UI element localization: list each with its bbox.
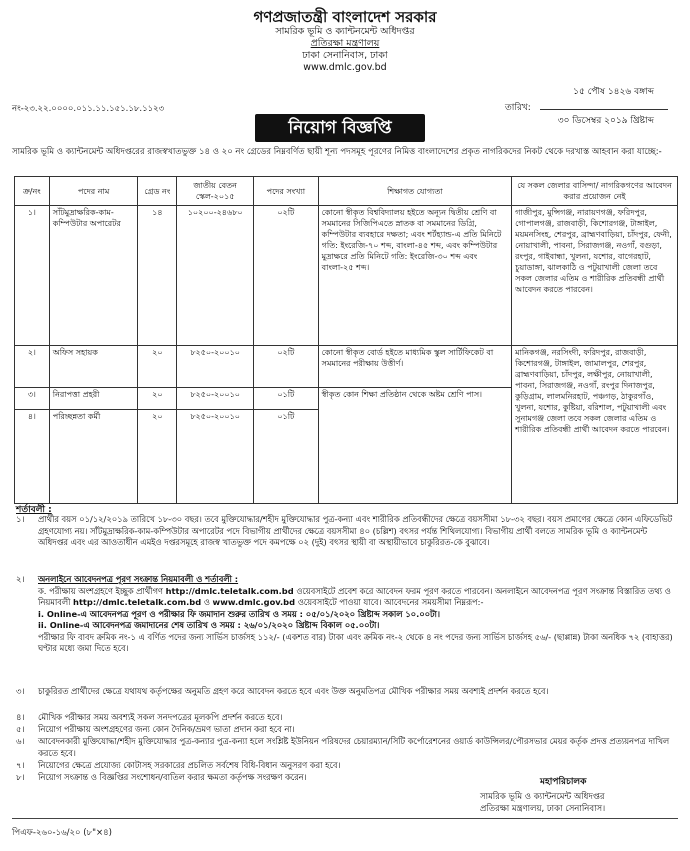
row-grade: ১৪ [138,206,177,346]
row-serial: ৩। [15,388,50,410]
row-serial: ২। [15,346,50,388]
condition-item [16,712,676,724]
condition-text: আবেদনকারী মুক্তিযোদ্ধা/শহীদ মুক্তিযোদ্ধার পুত্র-কন্যার পুত্র-কন্যা হলে সংশ্লিষ্ট ইউনিয়ন পরিষদের চেয়ারম্যান/সিটি কর্পোরেশনের ওয়ার্ড কাউন্সিলর/পৌরসভার মেয়র কর্তৃক প্রদত্ত প্রত্যয়নপত্র দাখিল করতে হবে। [38,736,670,758]
condition-number: ১। [16,514,25,524]
condition-text: নিয়োগের ক্ষেত্রে প্রযোজ্য কোটাসহ সরকারের প্রচলিত সর্বশেষ বিধি-বিধান অনুসরণ করা হবে। [38,760,341,770]
condition-text: নিয়োগ পরীক্ষায় অংশগ্রহণের জন্য কোন দৈনিক/ভ্রমণ ভাতা প্রদান করা হবে না। [38,724,295,734]
website: www.dmlc.gov.bd [303,62,387,73]
col-post-count: পদের সংখ্যা [254,177,319,206]
condition-text: চাকুরিরত প্রার্থীদের ক্ষেত্রে যথাযথ কর্তৃপক্ষের অনুমতি গ্রহণ করে আবেদন করতে হবে এবং উক্ত অনুমতিপত্র মৌখিক পরীক্ষার সময় অবশ্যই প্রদর্শন করতে হবে। [38,686,549,696]
conjunction: ও [203,597,210,607]
condition-item [16,514,676,549]
date-label: তারিখ: [505,103,531,113]
date-divider [540,109,668,110]
row-post-count: ০২টি [254,346,319,388]
condition-item [16,760,476,772]
signatory-department: সামরিক ভূমি ও ক্যান্টনমেন্ট অধিদপ্তর [480,792,605,802]
condition-text: নিয়োগ সংক্রান্ত ও বিজ্ঞপ্তির সংশোধন/বাতিল করার ক্ষমতা কর্তৃপক্ষ সংরক্ষণ করেন। [38,772,307,782]
condition-item-online [16,574,676,655]
schedule-end: ii. Online-এ আবেদনপত্র জমাদানের শেষ তারিখ ও সময় : ২৬/০১/২০২০ খ্রিষ্টাব্দ বিকাল ০৫.০০টা। [38,620,380,630]
col-grade: গ্রেড নং [138,177,177,206]
row-post-name: অফিস সহায়ক [49,346,138,388]
condition-number: ৩। [16,686,25,696]
intro-text: সামরিক ভূমি ও ক্যান্টনমেন্ট অধিদপ্তরের রাজস্বখাতভুক্ত ১৪ ও ২০ নং গ্রেডের নিম্নবর্ণিত ছায়ী শূন্য পদসমূহ পূরণের নিমিত্ত বাংলাদেশের প্রকৃত নাগরিকদের নিকট থেকে দরখাস্ত আহবান করা যাচ্ছে:- [12,147,662,157]
memo-number: নং-২৩.২২.০০০০.০১১.১১.১৫১.১৮.১১২৩ [12,104,165,114]
teletalk-link[interactable]: http://dmlc.teletalk.com.bd [165,585,294,596]
row-pay-scale: ৮২৫০-২০০১০ [177,346,254,388]
col-serial: ক্র/নং [15,177,50,206]
condition-text: মৌখিক পরীক্ষার সময় অবশ্যই সকল সনদপত্রের মূলকপি প্রদর্শন করতে হবে। [38,712,283,722]
online-instruction-a: ক. পরীক্ষায় অংশগ্রহণে ইচ্ছুক প্রার্থীগণ [38,585,163,596]
row-grade: ২০ [138,388,177,410]
ministry-name: প্রতিরক্ষা মন্ত্রণালয় [310,38,380,49]
row-post-count: ০১টি [254,388,319,410]
table-header-row [15,177,678,206]
table-row [15,206,678,346]
notice-title: নিয়োগ বিজ্ঞপ্তি [255,114,425,142]
online-instruction-c: ওয়েবসাইটে পাওয়া যাবে। আবেদনের সময়সীমা নিম্নরূপ:- [297,597,484,607]
conditions-title: শর্তাবলী : [16,505,52,515]
header [0,8,690,74]
date-english: ৩০ ডিসেম্বর ২০১৯ খ্রিষ্টাব্দ [557,116,654,126]
online-instruction-b: ওয়েবসাইটে প্রবেশ করে আবেদন ফরম পূরণ করতে পারবেন। অনলাইনে আবেদনপত্র পূরণ সংক্রান্ত বিস্তারিত তথ্য ও নিয়মাবলী [38,585,671,607]
online-rules-heading: অনলাইনে আবেদনপত্র পূরণ সংক্রান্ত নিয়মাবলী ও শর্তাবলী : [38,574,239,584]
row-districts: গাজীপুর, মুন্সিগঞ্জ, নারায়ণগঞ্জ, ফরিদপুর, গোপালগঞ্জ, রাজবাড়ী, কিশোরগঞ্জ, টাঙ্গাইল, ময়মনসিংহ, শেরপুর, ব্রাহ্মণবাড়িয়া, চাঁদপুর, ফেনী, নোয়াখালী, পাবনা, সিরাজগঞ্জ, নওগাঁ, বগুড়া, রংপুর, গাইবান্ধা, খুলনা, যশোর, বাগেরহাট, চুয়াডাঙ্গা, ঝালকাঠি ও পটুয়াখালী জেলা তবে সকল জেলার এতিম ও শারীরিক প্রতিবন্ধী প্রার্থী আবেদন করতে পারবেন। [512,206,678,346]
row-grade: ২০ [138,410,177,504]
row-qualification: স্বীকৃত কোন শিক্ষা প্রতিষ্ঠান থেকে অষ্টম শ্রেণি পাস। [318,388,511,504]
row-grade: ২০ [138,346,177,388]
row-pay-scale: ৮২৫০-২০০১০ [177,410,254,504]
col-qualification: শিক্ষাগত যোগ্যতা [318,177,511,206]
condition-number: ৭। [16,760,25,770]
row-post-count: ০১টি [254,410,319,504]
condition-number: ৬। [16,736,25,746]
dmlc-website-link[interactable]: www.dmlc.gov.bd [212,597,296,607]
condition-number: ৪। [16,712,25,722]
table-row [15,346,678,388]
row-districts: মানিকগঞ্জ, নরসিংদী, ফরিদপুর, রাজবাড়ী, কিশোরগঞ্জ, টাঙ্গাইল, জামালপুর, শেরপুর, ব্রাহ্মণবাড়িয়া, চাঁদপুর, লক্ষীপুর, নোয়াখালী, পাবনা, সিরাজগঞ্জ, নওগাঁ, রংপুর দিনাজপুর, কুড়িগ্রাম, লালমনিরহাট, পঞ্চগড়, ঠাকুরগাঁও, খুলনা, যশোর, কুষ্টিয়া, বরিশাল, পটুয়াখালী এবং সুনামগঞ্জ জেলা তবে সকল জেলার এতিম ও শারীরিক প্রতিবন্ধী প্রার্থী আবেদন করতে পারবেন। [512,346,678,504]
condition-item [16,736,676,759]
location: ঢাকা সেনানিবাস, ঢাকা [302,50,388,61]
row-post-name: সাঁটমুদ্রাক্ষরিক-কাম-কম্পিউটার অপারেটর [49,206,138,346]
posts-table [14,176,678,504]
row-serial: ১। [15,206,50,346]
condition-number: ৮। [16,772,25,782]
footer-divider [12,818,678,819]
condition-item [16,724,676,736]
date-bengali: ১৫ পৌষ ১৪২৬ বঙ্গাব্দ [573,87,654,97]
department-name: সামরিক ভূমি ও ক্যান্টনমেন্ট অধিদপ্তর [275,26,415,37]
col-districts: যে সকল জেলার বাসিন্দা/ নাগরিকগণের আবেদন করার প্রয়োজন নেই [512,177,678,206]
row-qualification: কোনো স্বীকৃত বোর্ড হইতে মাধ্যমিক স্কুল সার্টিফিকেট বা সমমানের পরীক্ষায় উত্তীর্ণ। [318,346,511,388]
signatory-ministry: প্রতিরক্ষা মন্ত্রণালয়, ঢাকা সেনানিবাস। [480,804,606,814]
row-qualification: কোনো স্বীকৃত বিশ্ববিদ্যালয় হইতে অন্যূন দ্বিতীয় শ্রেণি বা সমমানের সিজিপিএতে স্নাতক বা সমমানের ডিগ্রি, কম্পিউটার ব্যবহারে দক্ষতা; এবং শর্টহ্যান্ড-এ প্রতি মিনিটে গতি: ইংরেজি-৭০ শব্দ, বাংলা-৪৫ শব্দ, এবং কম্পিউটার মুদ্রাক্ষরে প্রতি মিনিটে গতি: ইংরেজি-৩০ শব্দ এবং বাংলা-২৫ শব্দ। [318,206,511,346]
row-post-name: নিরাপত্তা প্রহরী [49,388,138,410]
condition-number: ৫। [16,724,25,734]
condition-number: ২। [16,574,25,584]
row-post-name: পরিচ্ছন্নতা কর্মী [49,410,138,504]
teletalk-link-2[interactable]: http://dmlc.teletalk.com.bd [73,597,202,607]
condition-item [16,772,476,784]
row-pay-scale: ১০২০০-২৪৬৮০ [177,206,254,346]
government-name: গণপ্রজাতন্ত্রী বাংলাদেশ সরকার [253,8,437,26]
condition-text: প্রার্থীর বয়স ০১/১২/২০১৯ তারিখে ১৮-৩০ বছর। তবে মুক্তিযোদ্ধার/শহীদ মুক্তিযোদ্ধার পুত্র-কন্যা এবং শারীরিক প্রতিবন্ধীদের ক্ষেত্রে বয়সসীমা ১৮-৩২ বছর। বয়স প্রমাণের ক্ষেত্রে কোন এফিডেভিট গ্রহণযোগ্য নয়। সাঁটমুদ্রাক্ষরিক-কাম-কম্পিউটার অপারেটর পদে বিভাগীয় প্রার্থীদের ক্ষেত্রে বয়সসীমা ৪০ (চল্লিশ) বৎসর পর্যন্ত শিথিলযোগ্য। বিভাগীয় প্রার্থী বলতে সামরিক ভূমি ও ক্যান্টনমেন্ট অধিদপ্তর এবং এর আওতাধীন এমইও দপ্তরসমূহে রাজস্ব খাতভুক্ত পদে কমপক্ষে ০২ (দুই) বৎসর স্থায়ী বা অস্থায়ীভাবে চাকুরিরত-কে বুঝাবে। [38,514,673,547]
online-instructions [38,586,676,609]
signatory-title: মহাপরিচালক [540,777,587,787]
row-pay-scale: ৮২৫০-২০০১০ [177,388,254,410]
row-post-count: ০২টি [254,206,319,346]
schedule-start: i. Online-এ আবেদনপত্র পূরণ ও পরীক্ষার ফি জমাদান শুরুর তারিখ ও সময় : ০৫/০১/২০২০ খ্রিষ্টাব্দ সকাল ১০.০০টা। [38,608,440,619]
fee-text: পরীক্ষার ফি বাবদ ক্রমিক নং-১ এ বর্ণিত পদের জন্য সার্ভিস চার্জসহ ১১২/- (একশত বার) টাকা এবং ক্রমিক নং-২ থেকে ৪ নং পদের জন্য সার্ভিস চার্জসহ ৫৬/- (ছাপ্পান্ন) টাকা অনধিক ৭২ (বাহাত্তর) ঘণ্টার মধ্যে জমা দিতে হবে। [38,631,673,653]
col-pay-scale: জাতীয় বেতন স্কেল-২০১৫ [177,177,254,206]
condition-item [16,686,676,698]
footer-code: পিএফ-২৬০-১৬/২০ (৮"×৪) [12,828,112,838]
col-post-name: পদের নাম [49,177,138,206]
row-serial: ৪। [15,410,50,504]
